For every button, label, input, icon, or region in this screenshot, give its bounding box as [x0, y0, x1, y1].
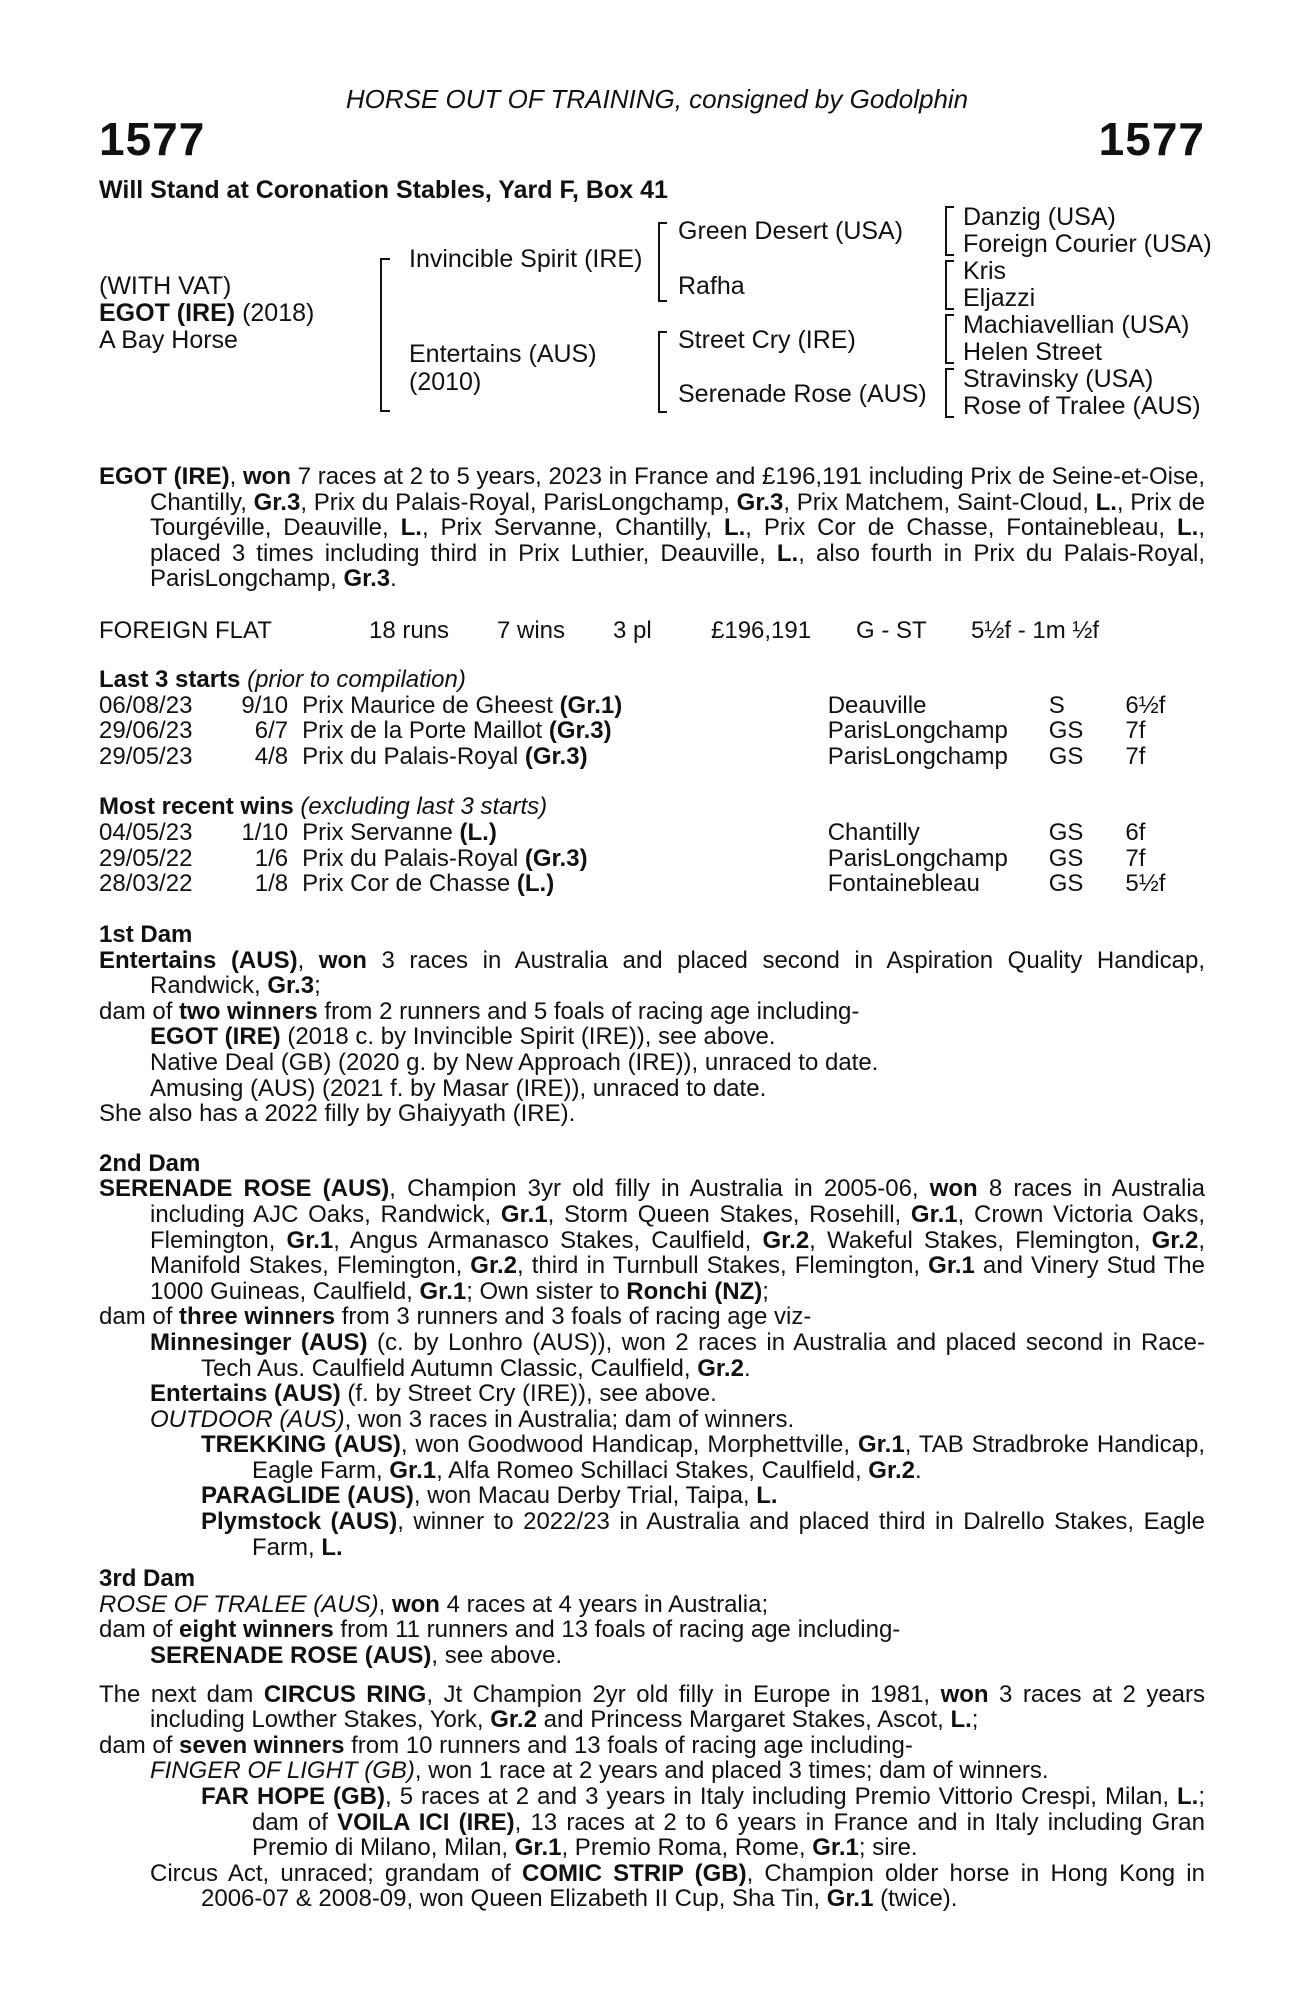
finishing-position: 4/8: [254, 742, 289, 770]
won: won: [929, 1175, 978, 1203]
text: , 5 races at 2 and 3 years in Italy including Premio Vittorio Crespi, Milan,: [385, 1783, 1177, 1810]
text: , won 1 race at 2 years and placed 3 times; dam of winners.: [414, 1757, 1049, 1785]
winners-count: eight winners: [179, 1616, 334, 1644]
finishing-position: 1/8: [254, 870, 289, 898]
grade: L.: [950, 1706, 972, 1734]
text: , Champion older horse in Hong Kong in 2006-07 & 2008-09, won Queen Elizabeth II Cup, Sha Tin,: [201, 1859, 1205, 1913]
race-title: Prix de la Porte Maillot: [302, 717, 549, 745]
horse-name: EGOT (IRE): [99, 299, 236, 327]
dam3-heading: 3rd Dam: [99, 1565, 196, 1593]
text: ; sire.: [858, 1834, 918, 1862]
summary-paragraph: EGOT (IRE), won 7 races at 2 to 5 years, 2023 in France and £196,191 including Prix de Seine-et-Oise, Chantilly, Gr.3, Prix du Palais-Royal, ParisLongchamp, Gr.3, Prix Matchem, Saint-Cloud, L., Prix de Tourgéville, Deauville, L., Prix Servanne, Chantilly, L., Prix Cor de Chasse, Fontainebleau, L., placed 3 times including third in Prix Luthier, Deauville, L., also fourth in Prix du Palais-Royal, ParisLongchamp, Gr.3.: [99, 463, 1206, 593]
grade: L.: [1176, 514, 1199, 542]
dam3-dam-of: [99, 1617, 1205, 1643]
distance: 6½f: [1125, 691, 1166, 719]
text: 8 races in Australia including AJC Oaks, Randwick,: [150, 1175, 1206, 1228]
progeny-outdoor: [99, 1407, 1205, 1433]
brace-gen3-2: [945, 260, 954, 310]
summary-text: 7 races at 2 to 5 years, 2023 in France and £196,191 including Prix de Seine-et-Oise, Chantilly,: [150, 463, 1205, 516]
race-name: [302, 820, 828, 846]
race-title: Prix Cor de Chasse: [302, 870, 517, 898]
summary-text: , also fourth in Prix du Palais-Royal, ParisLongchamp,: [150, 539, 1205, 593]
vat-note: (WITH VAT): [99, 272, 232, 300]
going: GS: [1048, 818, 1084, 846]
race-date: 29/05/23: [99, 742, 193, 770]
ped-sss: Danzig (USA): [963, 203, 1116, 231]
progeny-1: [99, 1024, 1205, 1050]
course: Chantilly: [827, 818, 920, 846]
course: Deauville: [827, 691, 927, 719]
grade: Gr.1: [389, 1456, 437, 1484]
race-name: [302, 693, 828, 719]
foreign-flat-going: G - ST: [856, 617, 927, 644]
going: GS: [1048, 742, 1084, 770]
distance: 6f: [1125, 818, 1146, 846]
dam1-dam-of: [99, 999, 1205, 1025]
family-section: [99, 922, 1205, 1912]
text: dam of: [99, 1303, 180, 1331]
text: 3 races at 2 years including Lowther Stakes, York,: [150, 1680, 1206, 1734]
race-summary: [99, 464, 1205, 592]
grade: Gr.2: [470, 1252, 517, 1280]
race-name: [302, 718, 828, 744]
text: ,: [378, 1590, 392, 1618]
grade: Gr.2: [868, 1456, 915, 1484]
grandprogeny-paraglide: [99, 1483, 1205, 1509]
grade: L.: [1177, 1783, 1199, 1810]
form-row: [99, 718, 1205, 744]
text: 3 races in Australia and placed second in Aspiration Quality Handicap, Randwick,: [150, 946, 1205, 1000]
text: , see above.: [431, 1642, 563, 1670]
grandprogeny-far-hope: [99, 1784, 1205, 1861]
race-grade: (Gr.3): [548, 717, 612, 745]
grade: Gr.1: [812, 1834, 859, 1862]
grade: Gr.2: [490, 1706, 537, 1734]
text: (c. by Lonhro (AUS)), won 2 races in Australia and placed second in Race-Tech Aus. Caulfield Autumn Classic, Caulfield,: [201, 1328, 1205, 1382]
race-grade: (Gr.3): [524, 844, 588, 872]
text: (f. by Street Cry (IRE)), see above.: [340, 1380, 717, 1408]
text: , third in Turnbull Stakes, Flemington,: [517, 1252, 929, 1280]
text: , 13 races at 2 to 6 years in France and in Italy including Gran Premio di Milano, Milan,: [252, 1808, 1205, 1862]
text: .: [915, 1456, 922, 1484]
last3-note: (prior to compilation): [240, 666, 466, 693]
brace-dam-line: [658, 331, 667, 413]
won: won: [318, 946, 367, 974]
ped-sdd: Eljazzi: [963, 284, 1036, 312]
race-grade: (Gr.1): [559, 691, 623, 719]
last3-title: Last 3 starts: [99, 666, 241, 693]
race-grade: (L.): [459, 818, 497, 846]
recent-note: (excluding last 3 starts): [293, 793, 548, 821]
summary-text: , Prix Cor de Chasse, Fontainebleau,: [745, 514, 1177, 542]
dam-sire: Street Cry (IRE): [678, 326, 856, 354]
grade: Gr.1: [826, 1885, 874, 1913]
dam2-paragraph: [99, 1176, 1205, 1304]
text: dam of: [99, 1731, 180, 1759]
text: , Manifold Stakes, Flemington,: [150, 1226, 1205, 1280]
text: (twice).: [873, 1885, 958, 1913]
form-row: [99, 744, 1205, 770]
text: from 2 runners and 5 foals of racing age including-: [317, 997, 860, 1025]
race-name: [302, 744, 828, 770]
dam-dam: Serenade Rose (AUS): [678, 380, 927, 408]
grade: Gr.1: [928, 1252, 975, 1280]
form-row: [99, 693, 1205, 719]
text: ;: [314, 972, 321, 1000]
text: dam of: [99, 997, 180, 1025]
grade: Gr.1: [500, 1200, 548, 1228]
grade: Gr.3: [253, 488, 301, 516]
won: won: [391, 1590, 440, 1618]
foreign-flat-wins: 7 wins: [497, 617, 566, 644]
grade: Gr.2: [1151, 1226, 1199, 1254]
horse-description: A Bay Horse: [99, 326, 238, 354]
summary-text: .: [390, 565, 397, 593]
foreign-flat-runs: 18 runs: [369, 617, 450, 644]
grandprogeny-plymstock: [99, 1509, 1205, 1560]
recent-wins-table: [99, 820, 1205, 897]
recent-title: Most recent wins: [99, 793, 294, 821]
text: , won Macau Derby Trial, Taipa,: [413, 1482, 757, 1510]
course: Fontainebleau: [827, 870, 980, 898]
race-date: 06/08/23: [99, 691, 193, 719]
grade: Gr.3: [267, 972, 315, 1000]
progeny-finger-of-light: [99, 1758, 1205, 1784]
lot-number-left: 1577: [99, 113, 206, 165]
dam1-heading: 1st Dam: [99, 921, 193, 948]
going: S: [1048, 691, 1065, 719]
grade: L.: [400, 514, 422, 542]
grade: Gr.3: [736, 488, 784, 516]
consignor-header: HORSE OUT OF TRAINING, consigned by Godolphin: [345, 84, 969, 114]
going: GS: [1048, 844, 1084, 872]
progeny-name: Entertains (AUS): [150, 1380, 341, 1408]
foreign-flat-distance: 5½f - 1m ½f: [971, 617, 1100, 644]
summary-text: , Prix de Tourgéville, Deauville,: [150, 488, 1206, 542]
progeny-serenade-rose: [99, 1643, 1205, 1669]
distance: 7f: [1125, 717, 1146, 745]
brace-generation-1: [380, 258, 390, 412]
summary-text: , Prix du Palais-Royal, ParisLongchamp,: [300, 488, 737, 516]
race-grade: (L.): [516, 870, 555, 898]
ped-ddd: Rose of Tralee (AUS): [963, 392, 1201, 420]
race-title: Prix Servanne: [302, 818, 460, 846]
dam1-paragraph: Entertains (AUS), won 3 races in Australia and placed second in Aspiration Quality Handicap, Randwick, Gr.3;: [99, 946, 1205, 1000]
grade: L.: [776, 539, 799, 567]
summary-text: , Prix Servanne, Chantilly,: [421, 514, 724, 542]
race-grade: (Gr.3): [524, 742, 588, 770]
ped-dss: Machiavellian (USA): [963, 311, 1190, 339]
text: , Angus Armanasco Stakes, Caulfield,: [333, 1226, 763, 1254]
winners-count: two winners: [179, 997, 318, 1025]
text: ; dam of: [252, 1783, 1205, 1836]
recent-heading: [99, 794, 1205, 820]
dam3-name: ROSE OF TRALEE (AUS): [99, 1590, 379, 1618]
brace-gen3-3: [945, 314, 954, 364]
grade: Gr.1: [857, 1431, 905, 1459]
text: from 11 runners and 13 foals of racing age including-: [333, 1616, 901, 1644]
race-date: 28/03/22: [99, 870, 193, 898]
text: The next dam: [99, 1680, 264, 1708]
text: and Princess Margaret Stakes, Ascot,: [536, 1706, 951, 1734]
grandprogeny-trekking: [99, 1432, 1205, 1483]
grade: Gr.1: [286, 1226, 334, 1254]
summary-text: , placed 3 times including third in Prix Luthier, Deauville,: [150, 514, 1205, 567]
winners-count: seven winners: [179, 1731, 345, 1759]
progeny-2: Native Deal (GB) (2020 g. by New Approach (IRE)), unraced to date.: [150, 1048, 879, 1076]
progeny-name: FINGER OF LIGHT (GB): [150, 1757, 415, 1785]
finishing-position: 9/10: [241, 691, 289, 719]
race-date: 29/06/23: [99, 717, 193, 745]
progeny-circus-act: [99, 1861, 1205, 1912]
course: ParisLongchamp: [827, 717, 1008, 745]
race-date: 29/05/22: [99, 844, 193, 872]
horse-year: (2018): [242, 299, 315, 327]
ped-dsd: Helen Street: [963, 338, 1102, 366]
grade: L.: [1095, 488, 1117, 516]
summary-won: won: [243, 463, 292, 490]
text: 4 races at 4 years in Australia;: [439, 1590, 769, 1618]
progeny-name: OUTDOOR (AUS): [150, 1405, 345, 1433]
text: , Jt Champion 2yr old filly in Europe in 1981,: [426, 1680, 941, 1708]
finishing-position: 6/7: [254, 717, 289, 745]
progeny-name: FAR HOPE (GB): [201, 1783, 386, 1810]
distance: 7f: [1125, 844, 1146, 872]
ped-ssd: Foreign Courier (USA): [963, 230, 1212, 258]
last3-heading: [99, 667, 1205, 693]
text: (2018 c. by Invincible Spirit (IRE)), see above.: [280, 1023, 776, 1051]
race-name: [302, 846, 828, 872]
text: , winner to 2022/23 in Australia and placed third in Dalrello Stakes, Eagle Farm,: [252, 1508, 1205, 1561]
text: , Alfa Romeo Schillaci Stakes, Caulfield,: [436, 1456, 869, 1484]
form-row: [99, 820, 1205, 846]
text: ;: [971, 1706, 979, 1734]
progeny-name: TREKKING (AUS): [201, 1431, 401, 1459]
sire-sire: Green Desert (USA): [678, 217, 904, 245]
summary-text: , Prix Matchem, Saint-Cloud,: [783, 488, 1096, 516]
summary-horse-name: EGOT (IRE): [99, 463, 230, 490]
distance: 7f: [1125, 742, 1146, 770]
text: , won Goodwood Handicap, Morphettville,: [400, 1431, 858, 1459]
dam3-paragraph: [99, 1592, 1205, 1618]
dam-year: (2010): [409, 368, 482, 396]
progeny-name: PARAGLIDE (AUS): [201, 1482, 414, 1510]
text: , Storm Queen Stakes, Rosehill,: [547, 1200, 911, 1228]
dam2-heading: 2nd Dam: [99, 1149, 201, 1177]
race-name: [302, 871, 828, 897]
race-title: Prix Maurice de Gheest: [302, 691, 560, 719]
stable-location: Will Stand at Coronation Stables, Yard F, Box 41: [99, 176, 668, 204]
finishing-position: 1/10: [241, 818, 289, 846]
form-row: [99, 871, 1205, 897]
text: ;: [762, 1277, 769, 1305]
sister-name: Ronchi (NZ): [626, 1277, 763, 1305]
race-date: 04/05/23: [99, 818, 193, 846]
grade: Gr.1: [514, 1834, 562, 1862]
sire-dam: Rafha: [678, 272, 745, 300]
dam-name: Entertains (AUS): [409, 340, 597, 368]
lot-number-right: 1577: [1098, 113, 1205, 165]
foreign-flat-earnings: £196,191: [711, 617, 812, 644]
text: , TAB Stradbroke Handicap, Eagle Farm,: [252, 1431, 1205, 1484]
progeny-name: EGOT (IRE): [150, 1023, 281, 1051]
horse-line: [99, 299, 314, 328]
text: Circus Act, unraced; grandam of: [150, 1859, 522, 1887]
ped-dds: Stravinsky (USA): [963, 365, 1154, 393]
brace-gen3-4: [945, 368, 954, 418]
grade: Gr.2: [697, 1354, 744, 1382]
going: GS: [1048, 717, 1084, 745]
ped-sds: Kris: [963, 257, 1007, 285]
text: from 10 runners and 13 foals of racing age including-: [344, 1731, 913, 1759]
progeny-name: VOILA ICI (IRE): [337, 1808, 515, 1836]
form-row: [99, 846, 1205, 872]
grade: L.: [321, 1533, 343, 1561]
text: , Champion 3yr old filly in Australia in 2005-06,: [389, 1175, 930, 1203]
dam1-name: Entertains (AUS): [99, 946, 298, 974]
text: dam of: [99, 1616, 180, 1644]
progeny-name: Plymstock (AUS): [201, 1508, 398, 1536]
text: .: [743, 1354, 751, 1382]
dam2-name: SERENADE ROSE (AUS): [99, 1175, 390, 1203]
progeny-name: Minnesinger (AUS): [150, 1328, 368, 1356]
next-dam-paragraph: [99, 1682, 1205, 1733]
text: from 3 runners and 3 foals of racing age viz-: [335, 1303, 812, 1331]
brace-sire-line: [658, 222, 667, 302]
text: , Wakeful Stakes, Flemington,: [809, 1226, 1152, 1254]
progeny-3: Amusing (AUS) (2021 f. by Masar (IRE)), unraced to date.: [150, 1074, 767, 1102]
text: and Vinery Stud The 1000 Guineas, Caulfield,: [150, 1252, 1205, 1305]
grade: Gr.3: [343, 565, 391, 593]
grade: L.: [723, 514, 746, 542]
course: ParisLongchamp: [827, 844, 1008, 872]
text: ; Own sister to: [466, 1277, 627, 1305]
progeny-minnesinger: [99, 1330, 1205, 1381]
progeny-name: COMIC STRIP (GB): [522, 1859, 747, 1887]
foreign-flat-placed: 3 pl: [613, 617, 652, 644]
last3-table: [99, 693, 1205, 770]
course: ParisLongchamp: [827, 742, 1008, 770]
grade: Gr.1: [419, 1277, 467, 1305]
race-title: Prix du Palais-Royal: [302, 742, 525, 770]
foreign-flat-label: FOREIGN FLAT: [99, 617, 272, 644]
progeny-note: She also has a 2022 filly by Ghaiyyath (IRE).: [99, 1100, 576, 1128]
grade: Gr.1: [910, 1200, 958, 1228]
form-tables: [99, 667, 1205, 897]
race-title: Prix du Palais-Royal: [302, 844, 525, 872]
progeny-name: SERENADE ROSE (AUS): [150, 1642, 432, 1670]
next-dam-dam-of: [99, 1733, 1205, 1759]
text: , Premio Roma, Rome,: [561, 1834, 813, 1862]
sire-name: Invincible Spirit (IRE): [409, 245, 643, 273]
going: GS: [1048, 870, 1084, 898]
grade: L.: [756, 1482, 778, 1510]
text: , Crown Victoria Oaks, Flemington,: [150, 1200, 1206, 1254]
grade: Gr.2: [762, 1226, 810, 1254]
text: , won 3 races in Australia; dam of winners.: [344, 1405, 795, 1433]
brace-gen3-1: [945, 206, 954, 256]
distance: 5½f: [1125, 870, 1166, 898]
next-dam-name: CIRCUS RING: [263, 1680, 427, 1708]
finishing-position: 1/6: [254, 844, 289, 872]
winners-count: three winners: [179, 1303, 336, 1331]
dam2-dam-of: [99, 1304, 1205, 1330]
won: won: [940, 1680, 989, 1708]
progeny-entertains: [99, 1381, 1205, 1407]
